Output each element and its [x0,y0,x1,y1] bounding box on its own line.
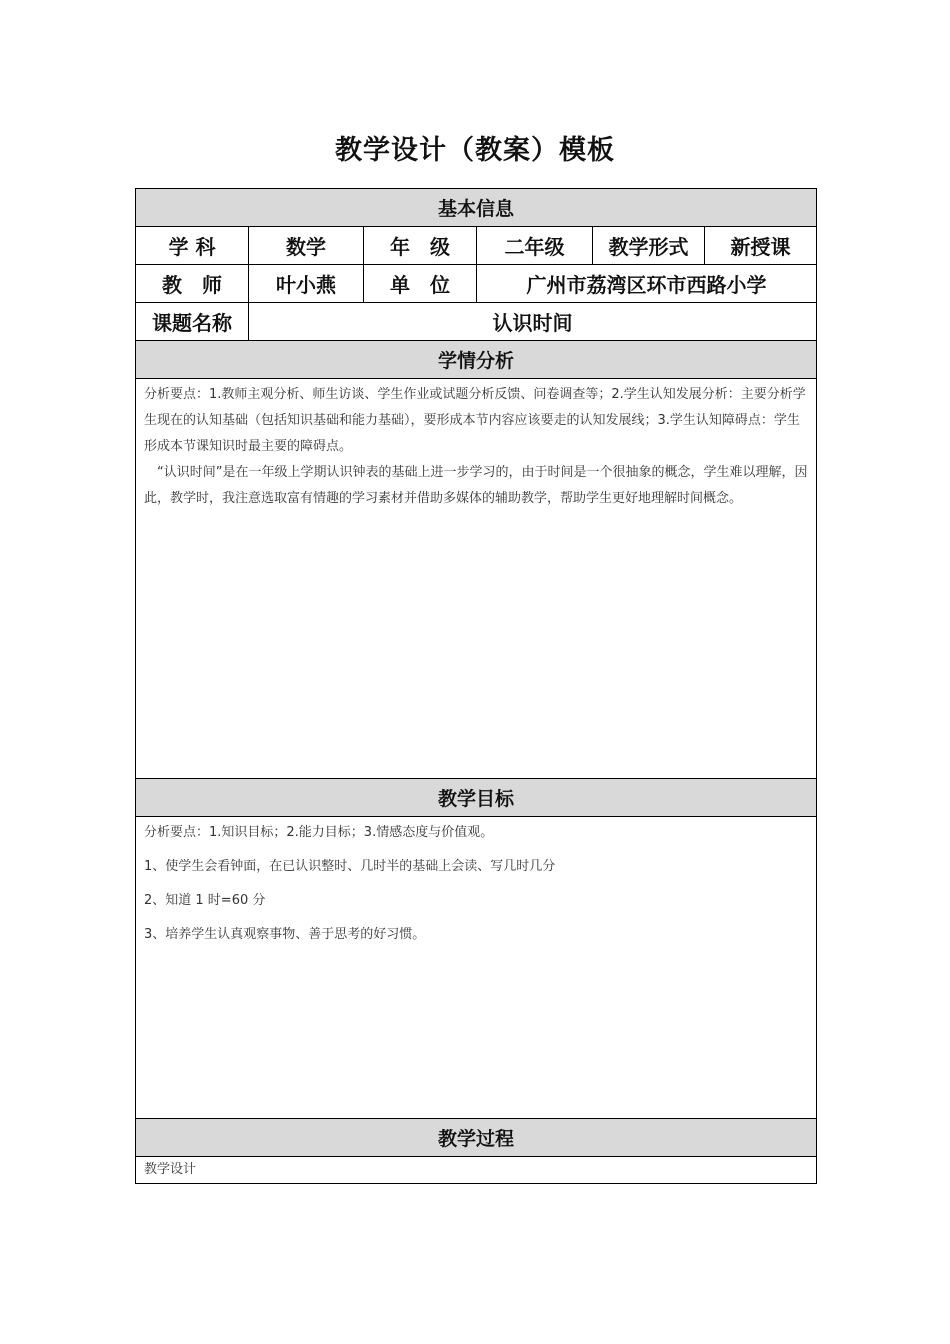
process-header: 教学过程 [136,1119,817,1157]
objectives-points: 分析要点：1.知识目标；2.能力目标；3.情感态度与价值观。 [144,825,494,840]
process-header-row [136,1119,817,1157]
subject-label: 学 科 [136,227,249,265]
topic-row [136,303,817,341]
objectives-body [136,817,817,1119]
grade-label: 年 级 [364,227,477,265]
unit-value: 广州市荔湾区环市西路小学 [477,265,817,303]
objectives-header-row [136,779,817,817]
grade-value: 二年级 [477,227,593,265]
process-first-line: 教学设计 [136,1157,817,1184]
analysis-header-row [136,341,817,379]
analysis-points: 分析要点：1.教师主观分析、师生访谈、学生作业或试题分析反馈、问卷调查等；2.学生认知发展分析：主要分析学生现在的认知基础（包括知识基础和能力基础），要形成本节内容应该要走的认知发展线；3.学生认知障碍点：学生形成本节课知识时最主要的障碍点。 [144,387,806,454]
form-label: 教学形式 [593,227,705,265]
topic-value: 认识时间 [249,303,817,341]
objective-item: 2、知道 1 时=60 分 [144,893,266,908]
basic-info-header: 基本信息 [136,189,817,227]
basic-info-header-row [136,189,817,227]
topic-label: 课题名称 [136,303,249,341]
objectives-body-row [136,817,817,1119]
analysis-body-row [136,379,817,779]
subject-row [136,227,817,265]
teacher-value: 叶小燕 [249,265,364,303]
objectives-header: 教学目标 [136,779,817,817]
analysis-content: “认识时间”是在一年级上学期认识钟表的基础上进一步学习的，由于时间是一个很抽象的概念，学生难以理解，因此，教学时，我注意选取富有情趣的学习素材并借助多媒体的辅助教学，帮助学生更好地理解时间概念。 [144,465,808,506]
analysis-body [136,379,817,779]
teacher-label: 教 师 [136,265,249,303]
process-body-row [136,1157,817,1184]
form-value: 新授课 [705,227,817,265]
objective-item: 3、培养学生认真观察事物、善于思考的好习惯。 [144,927,426,942]
subject-value: 数学 [249,227,364,265]
teacher-row [136,265,817,303]
document-title: 教学设计（教案）模板 [335,135,615,166]
analysis-header: 学情分析 [136,341,817,379]
unit-label: 单 位 [364,265,477,303]
objective-item: 1、使学生会看钟面，在已认识整时、几时半的基础上会读、写几时几分 [144,859,556,874]
lesson-plan-table [135,188,817,1184]
